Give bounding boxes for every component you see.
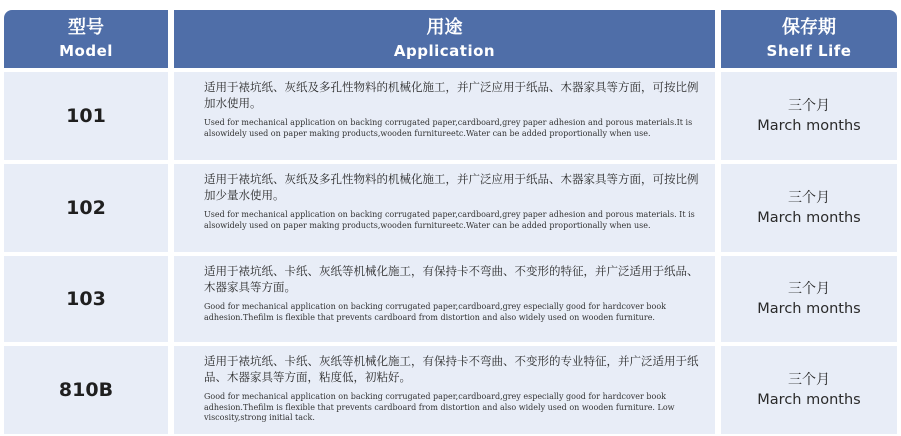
- header-model-zh: 型号: [68, 17, 104, 38]
- shelf-life-cell-101: [721, 72, 897, 160]
- application-en: Good for mechanical application on backing corrugated paper,cardboard,grey especially good for hardcover book adhesion.Thefilm is flexible that prevents cardboard from distortion and also widely used on wooden furniture.: [204, 302, 666, 322]
- application-en: Used for mechanical application on backing corrugated paper,cardboard,grey paper adhesion and porous materials.It is alsowidely used on paper making products,wooden furnitureetc.Water can be added proportionally when use.: [204, 118, 693, 138]
- model-cell-810b: [4, 346, 168, 434]
- model-code: 810B: [58, 379, 114, 401]
- shelf-life-en: March months: [757, 300, 861, 317]
- header-shelf-life: [721, 10, 897, 68]
- header-application: [174, 10, 715, 68]
- header-model-en: Model: [59, 42, 113, 60]
- application-zh: 适用于裱坑纸、卡纸、灰纸等机械化施工，有保持卡不弯曲、不变形的特征，并广泛适用于纸品、木器家具等方面。: [204, 264, 699, 294]
- header-application-zh: 用途: [426, 17, 463, 38]
- header-shelf-life-en: Shelf Life: [766, 42, 852, 60]
- shelf-life-cell-103: [721, 256, 897, 342]
- model-cell-103: [4, 256, 168, 342]
- shelf-life-cell-810b: [721, 346, 897, 434]
- shelf-life-zh: 三个月: [788, 189, 830, 206]
- model-code: 102: [66, 197, 106, 219]
- shelf-life-cell-102: [721, 164, 897, 252]
- application-en: Good for mechanical application on backing corrugated paper,cardboard,grey especially good for hardcover book adhesion.Thefilm is flexible that prevents cardboard from distortion and also widely used on wooden furniture. Low viscosity,strong initial tack.: [204, 392, 675, 422]
- header-application-en: Application: [393, 42, 496, 60]
- application-zh: 适用于裱坑纸、灰纸及多孔性物料的机械化施工，并广泛应用于纸品、木器家具等方面，可按比例加水使用。: [204, 80, 699, 110]
- header-shelf-life-zh: 保存期: [782, 17, 836, 38]
- application-zh: 适用于裱坑纸、灰纸及多孔性物料的机械化施工，并广泛应用于纸品、木器家具等方面，可按比例加少量水使用。: [204, 172, 699, 202]
- shelf-life-en: March months: [757, 391, 861, 408]
- application-cell-103: [174, 256, 715, 342]
- shelf-life-zh: 三个月: [788, 371, 830, 388]
- model-code: 103: [66, 288, 106, 310]
- model-cell-101: [4, 72, 168, 160]
- header-model: [4, 10, 168, 68]
- model-code: 101: [66, 105, 106, 127]
- application-en: Used for mechanical application on backing corrugated paper,cardboard,grey paper adhesion and porous materials. It is alsowidely used on paper making products,wooden furnitureetc.Water can be added proportionally when use.: [204, 210, 695, 230]
- application-cell-101: [174, 72, 715, 160]
- application-cell-810b: [174, 346, 715, 434]
- shelf-life-zh: 三个月: [788, 97, 830, 114]
- shelf-life-en: March months: [757, 209, 861, 226]
- shelf-life-en: March months: [757, 117, 861, 134]
- application-cell-102: [174, 164, 715, 252]
- shelf-life-zh: 三个月: [788, 280, 830, 297]
- application-zh: 适用于裱坑纸、卡纸、灰纸等机械化施工，有保持卡不弯曲、不变形的专业特征，并广泛适用于纸品、木器家具等方面，粘度低，初粘好。: [204, 354, 699, 384]
- model-cell-102: [4, 164, 168, 252]
